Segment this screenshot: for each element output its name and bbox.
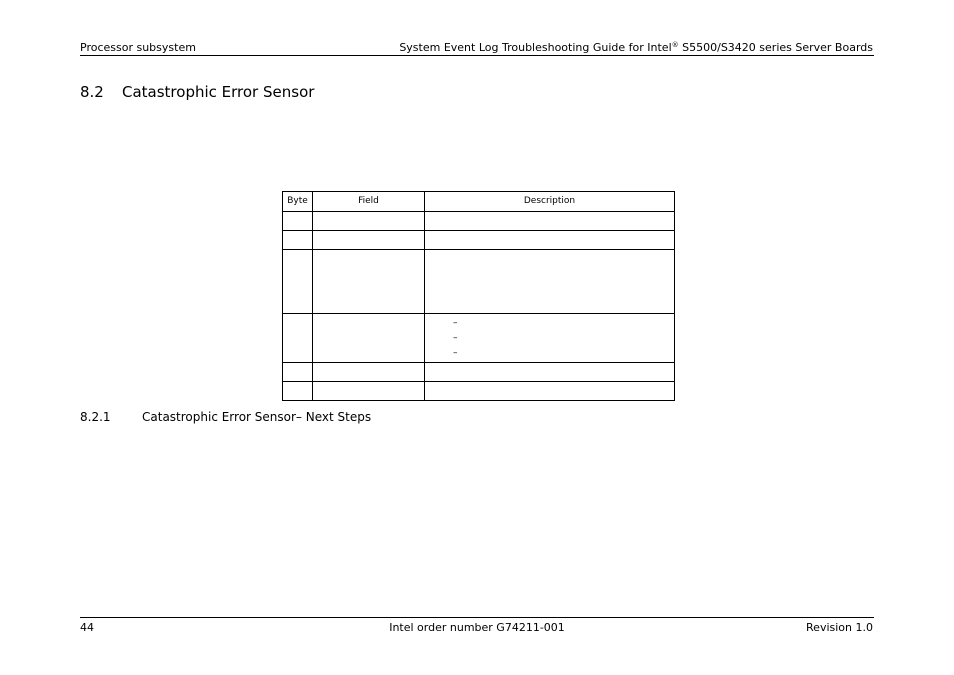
subsection-title: Catastrophic Error Sensor– Next Steps [142, 410, 372, 424]
table-row [283, 382, 675, 401]
table-cell [283, 250, 313, 314]
table-cell [313, 250, 425, 314]
section-heading [80, 83, 314, 101]
table-cell [313, 314, 425, 363]
table-cell [283, 314, 313, 363]
table-cell [313, 212, 425, 231]
header-title-suffix: S5500/S3420 series Server Boards [678, 41, 873, 54]
section-title: Catastrophic Error Sensor [122, 83, 315, 101]
sel-format-table [282, 191, 675, 401]
column-header-description: Description [425, 192, 675, 212]
table-cell [425, 212, 675, 231]
table-row [283, 363, 675, 382]
list-dash: – [453, 347, 458, 358]
list-dash: – [453, 332, 458, 343]
table-cell [313, 363, 425, 382]
table-cell [283, 382, 313, 401]
footer-rule [80, 617, 874, 618]
table-cell [313, 231, 425, 250]
table-row [283, 231, 675, 250]
column-header-field: Field [313, 192, 425, 212]
table-cell [425, 363, 675, 382]
table-cell [425, 250, 675, 314]
order-number: Intel order number G74211-001 [389, 621, 565, 634]
table-row [283, 212, 675, 231]
subsection-heading [80, 410, 371, 425]
subsection-number: 8.2.1 [80, 410, 111, 424]
table-row [283, 250, 675, 314]
table-cell [425, 382, 675, 401]
page-number: 44 [80, 621, 94, 634]
table-cell [313, 382, 425, 401]
table-cell [425, 314, 675, 363]
table-header-row [283, 192, 675, 212]
list-dash: – [453, 317, 458, 328]
revision: Revision 1.0 [806, 621, 873, 634]
column-header-byte: Byte [283, 192, 313, 212]
header-rule [80, 55, 874, 56]
table-row [283, 314, 675, 363]
table-cell [283, 231, 313, 250]
running-header-left: Processor subsystem [80, 41, 196, 54]
running-header-right [399, 41, 873, 54]
table-cell [283, 363, 313, 382]
table-cell [425, 231, 675, 250]
registered-mark: ® [671, 41, 679, 49]
section-number: 8.2 [80, 83, 104, 101]
table-cell [283, 212, 313, 231]
header-title-prefix: System Event Log Troubleshooting Guide for Intel [399, 41, 672, 54]
